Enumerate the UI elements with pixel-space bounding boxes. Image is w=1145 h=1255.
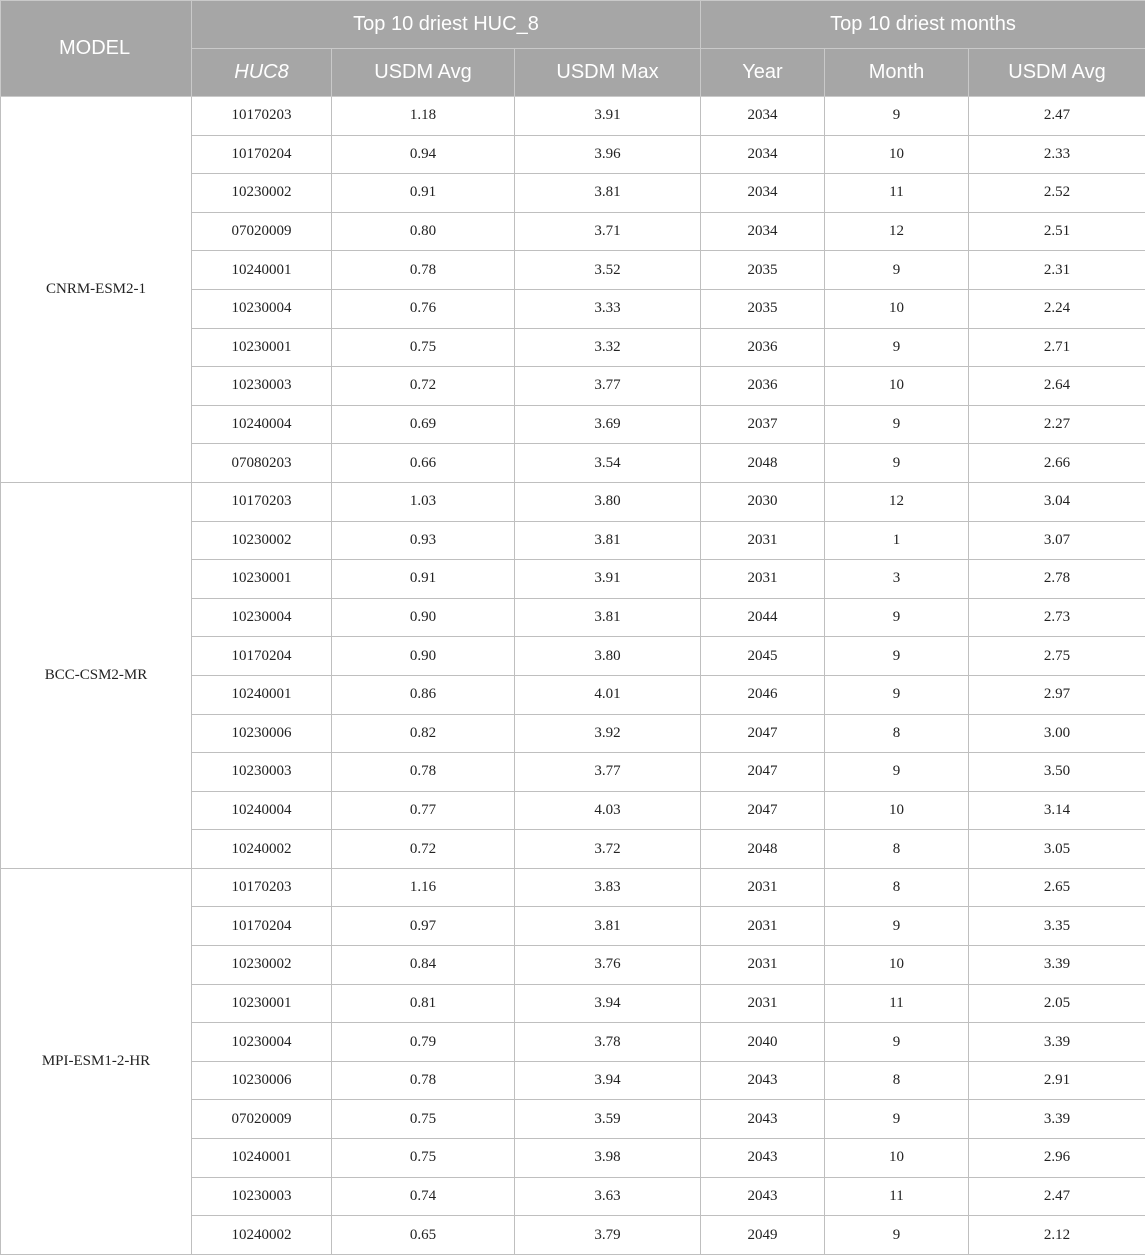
huc8-cell: 10230006: [192, 714, 332, 753]
usdm-max-cell: 4.03: [515, 791, 701, 830]
month-cell: 8: [825, 1061, 969, 1100]
month-usdm-avg-cell: 3.39: [969, 946, 1145, 985]
month-usdm-avg-cell: 3.05: [969, 830, 1145, 869]
year-cell: 2030: [701, 482, 825, 521]
huc8-cell: 10240001: [192, 1139, 332, 1178]
usdm-max-cell: 3.32: [515, 328, 701, 367]
usdm-max-cell: 3.79: [515, 1216, 701, 1255]
usdm-avg-cell: 0.84: [332, 946, 515, 985]
huc8-cell: 10230004: [192, 598, 332, 637]
huc8-cell: 10240004: [192, 405, 332, 444]
months-group-header: Top 10 driest months: [701, 1, 1145, 49]
usdm-avg-cell: 0.76: [332, 289, 515, 328]
usdm-avg-cell: 0.93: [332, 521, 515, 560]
year-column-header: Year: [701, 49, 825, 97]
usdm-avg-cell: 0.75: [332, 1100, 515, 1139]
usdm-avg-cell: 0.75: [332, 1139, 515, 1178]
table-header: [1, 1, 1145, 97]
usdm-max-cell: 3.80: [515, 637, 701, 676]
month-usdm-avg-cell: 2.27: [969, 405, 1145, 444]
month-cell: 12: [825, 212, 969, 251]
month-cell: 12: [825, 482, 969, 521]
year-cell: 2040: [701, 1023, 825, 1062]
table-row: [1, 868, 1145, 907]
usdm-avg-cell: 0.80: [332, 212, 515, 251]
usdm-avg-cell: 0.91: [332, 174, 515, 213]
month-usdm-avg-cell: 3.39: [969, 1023, 1145, 1062]
month-cell: 9: [825, 328, 969, 367]
usdm-max-cell: 3.71: [515, 212, 701, 251]
year-cell: 2035: [701, 251, 825, 290]
usdm-max-cell: 3.63: [515, 1177, 701, 1216]
huc-group-header: Top 10 driest HUC_8: [192, 1, 701, 49]
month-usdm-avg-cell: 3.14: [969, 791, 1145, 830]
usdm-max-cell: 3.52: [515, 251, 701, 290]
month-cell: 9: [825, 251, 969, 290]
usdm-max-cell: 3.33: [515, 289, 701, 328]
huc8-cell: 10170203: [192, 868, 332, 907]
huc8-cell: 10230003: [192, 1177, 332, 1216]
month-usdm-avg-cell: 3.00: [969, 714, 1145, 753]
month-column-header: Month: [825, 49, 969, 97]
month-usdm-avg-cell: 2.31: [969, 251, 1145, 290]
table-row: [1, 97, 1145, 136]
usdm-max-cell: 3.77: [515, 753, 701, 792]
usdm-avg-cell: 0.86: [332, 675, 515, 714]
year-cell: 2047: [701, 714, 825, 753]
year-cell: 2031: [701, 946, 825, 985]
year-cell: 2043: [701, 1139, 825, 1178]
year-cell: 2048: [701, 830, 825, 869]
usdm-max-cell: 3.96: [515, 135, 701, 174]
month-cell: 9: [825, 1216, 969, 1255]
month-cell: 10: [825, 135, 969, 174]
usdm-avg-cell: 0.78: [332, 251, 515, 290]
usdm-avg-cell: 0.69: [332, 405, 515, 444]
month-usdm-avg-cell: 3.04: [969, 482, 1145, 521]
month-cell: 11: [825, 984, 969, 1023]
month-cell: 10: [825, 1139, 969, 1178]
huc8-cell: 10230004: [192, 289, 332, 328]
huc8-cell: 07020009: [192, 1100, 332, 1139]
month-cell: 9: [825, 675, 969, 714]
usdm-avg-cell: 0.66: [332, 444, 515, 483]
huc8-cell: 10170203: [192, 482, 332, 521]
month-usdm-avg-cell: 2.78: [969, 560, 1145, 599]
usdm-max-cell: 3.83: [515, 868, 701, 907]
huc8-cell: 10240001: [192, 251, 332, 290]
huc8-cell: 10240004: [192, 791, 332, 830]
month-cell: 9: [825, 637, 969, 676]
huc8-cell: 10230001: [192, 328, 332, 367]
month-cell: 3: [825, 560, 969, 599]
usdm-avg-cell: 0.75: [332, 328, 515, 367]
usdm-avg-cell: 0.91: [332, 560, 515, 599]
usdm-max-cell: 3.76: [515, 946, 701, 985]
month-usdm-avg-cell: 2.65: [969, 868, 1145, 907]
month-usdm-avg-cell: 2.73: [969, 598, 1145, 637]
month-usdm-avg-column-header: USDM Avg: [969, 49, 1145, 97]
year-cell: 2048: [701, 444, 825, 483]
month-usdm-avg-cell: 2.71: [969, 328, 1145, 367]
usdm-avg-cell: 1.18: [332, 97, 515, 136]
month-cell: 8: [825, 714, 969, 753]
year-cell: 2044: [701, 598, 825, 637]
month-usdm-avg-cell: 3.50: [969, 753, 1145, 792]
month-cell: 8: [825, 830, 969, 869]
usdm-max-cell: 4.01: [515, 675, 701, 714]
table-body: [1, 97, 1145, 1255]
year-cell: 2031: [701, 907, 825, 946]
year-cell: 2036: [701, 328, 825, 367]
month-usdm-avg-cell: 2.97: [969, 675, 1145, 714]
month-usdm-avg-cell: 2.12: [969, 1216, 1145, 1255]
year-cell: 2031: [701, 560, 825, 599]
usdm-max-cell: 3.81: [515, 521, 701, 560]
huc8-cell: 07020009: [192, 212, 332, 251]
month-cell: 9: [825, 444, 969, 483]
huc8-cell: 10230006: [192, 1061, 332, 1100]
huc8-cell: 10170204: [192, 135, 332, 174]
header-row-groups: [1, 1, 1145, 49]
usdm-max-cell: 3.72: [515, 830, 701, 869]
huc8-cell: 10230002: [192, 521, 332, 560]
usdm-avg-cell: 0.94: [332, 135, 515, 174]
month-cell: 1: [825, 521, 969, 560]
year-cell: 2045: [701, 637, 825, 676]
huc8-cell: 10170203: [192, 97, 332, 136]
model-name-cell: BCC-CSM2-MR: [1, 482, 192, 868]
month-usdm-avg-cell: 2.66: [969, 444, 1145, 483]
usdm-avg-cell: 0.65: [332, 1216, 515, 1255]
month-usdm-avg-cell: 2.91: [969, 1061, 1145, 1100]
huc8-cell: 10170204: [192, 907, 332, 946]
huc8-cell: 10240002: [192, 830, 332, 869]
usdm-max-cell: 3.81: [515, 907, 701, 946]
month-usdm-avg-cell: 2.24: [969, 289, 1145, 328]
model-name-cell: MPI-ESM1-2-HR: [1, 868, 192, 1254]
month-cell: 10: [825, 367, 969, 406]
huc8-cell: 10230003: [192, 367, 332, 406]
usdm-avg-cell: 0.72: [332, 367, 515, 406]
huc8-cell: 10230001: [192, 560, 332, 599]
huc8-cell: 10230004: [192, 1023, 332, 1062]
month-cell: 9: [825, 907, 969, 946]
usdm-max-cell: 3.77: [515, 367, 701, 406]
usdm-avg-column-header: USDM Avg: [332, 49, 515, 97]
month-cell: 9: [825, 97, 969, 136]
huc8-cell: 10240001: [192, 675, 332, 714]
year-cell: 2036: [701, 367, 825, 406]
usdm-avg-cell: 0.90: [332, 637, 515, 676]
usdm-max-cell: 3.91: [515, 560, 701, 599]
huc8-cell: 10170204: [192, 637, 332, 676]
huc8-cell: 10240002: [192, 1216, 332, 1255]
usdm-avg-cell: 0.77: [332, 791, 515, 830]
month-cell: 9: [825, 1100, 969, 1139]
month-usdm-avg-cell: 2.33: [969, 135, 1145, 174]
huc8-cell: 10230002: [192, 174, 332, 213]
month-usdm-avg-cell: 2.64: [969, 367, 1145, 406]
year-cell: 2031: [701, 984, 825, 1023]
year-cell: 2034: [701, 212, 825, 251]
table-row: [1, 482, 1145, 521]
year-cell: 2037: [701, 405, 825, 444]
model-name-cell: CNRM-ESM2-1: [1, 97, 192, 483]
month-usdm-avg-cell: 2.05: [969, 984, 1145, 1023]
usdm-max-cell: 3.80: [515, 482, 701, 521]
month-cell: 8: [825, 868, 969, 907]
usdm-max-cell: 3.78: [515, 1023, 701, 1062]
usdm-max-cell: 3.94: [515, 1061, 701, 1100]
year-cell: 2047: [701, 753, 825, 792]
usdm-max-cell: 3.59: [515, 1100, 701, 1139]
month-cell: 10: [825, 946, 969, 985]
month-cell: 9: [825, 753, 969, 792]
usdm-max-cell: 3.81: [515, 174, 701, 213]
month-usdm-avg-cell: 2.47: [969, 1177, 1145, 1216]
year-cell: 2034: [701, 174, 825, 213]
huc8-cell: 07080203: [192, 444, 332, 483]
month-usdm-avg-cell: 2.52: [969, 174, 1145, 213]
usdm-max-cell: 3.98: [515, 1139, 701, 1178]
huc8-column-header: HUC8: [192, 49, 332, 97]
month-usdm-avg-cell: 3.39: [969, 1100, 1145, 1139]
usdm-avg-cell: 0.82: [332, 714, 515, 753]
month-usdm-avg-cell: 2.47: [969, 97, 1145, 136]
usdm-max-cell: 3.54: [515, 444, 701, 483]
usdm-avg-cell: 0.81: [332, 984, 515, 1023]
year-cell: 2043: [701, 1100, 825, 1139]
year-cell: 2034: [701, 135, 825, 174]
usdm-avg-cell: 0.74: [332, 1177, 515, 1216]
year-cell: 2035: [701, 289, 825, 328]
month-cell: 11: [825, 1177, 969, 1216]
year-cell: 2043: [701, 1177, 825, 1216]
year-cell: 2047: [701, 791, 825, 830]
month-usdm-avg-cell: 2.51: [969, 212, 1145, 251]
usdm-avg-cell: 1.03: [332, 482, 515, 521]
year-cell: 2046: [701, 675, 825, 714]
year-cell: 2031: [701, 868, 825, 907]
month-cell: 10: [825, 791, 969, 830]
usdm-max-cell: 3.91: [515, 97, 701, 136]
usdm-avg-cell: 0.78: [332, 1061, 515, 1100]
month-cell: 11: [825, 174, 969, 213]
usdm-max-cell: 3.92: [515, 714, 701, 753]
month-cell: 10: [825, 289, 969, 328]
month-cell: 9: [825, 405, 969, 444]
usdm-max-cell: 3.94: [515, 984, 701, 1023]
usdm-max-column-header: USDM Max: [515, 49, 701, 97]
usdm-avg-cell: 0.79: [332, 1023, 515, 1062]
year-cell: 2049: [701, 1216, 825, 1255]
month-usdm-avg-cell: 2.96: [969, 1139, 1145, 1178]
huc8-cell: 10230003: [192, 753, 332, 792]
year-cell: 2031: [701, 521, 825, 560]
month-usdm-avg-cell: 2.75: [969, 637, 1145, 676]
usdm-max-cell: 3.81: [515, 598, 701, 637]
usdm-avg-cell: 0.78: [332, 753, 515, 792]
usdm-avg-cell: 1.16: [332, 868, 515, 907]
month-cell: 9: [825, 598, 969, 637]
year-cell: 2043: [701, 1061, 825, 1100]
usdm-avg-cell: 0.97: [332, 907, 515, 946]
month-cell: 9: [825, 1023, 969, 1062]
usdm-avg-cell: 0.90: [332, 598, 515, 637]
month-usdm-avg-cell: 3.07: [969, 521, 1145, 560]
model-column-header: MODEL: [1, 1, 192, 97]
year-cell: 2034: [701, 97, 825, 136]
usdm-max-cell: 3.69: [515, 405, 701, 444]
huc8-cell: 10230002: [192, 946, 332, 985]
usdm-avg-cell: 0.72: [332, 830, 515, 869]
huc8-cell: 10230001: [192, 984, 332, 1023]
month-usdm-avg-cell: 3.35: [969, 907, 1145, 946]
